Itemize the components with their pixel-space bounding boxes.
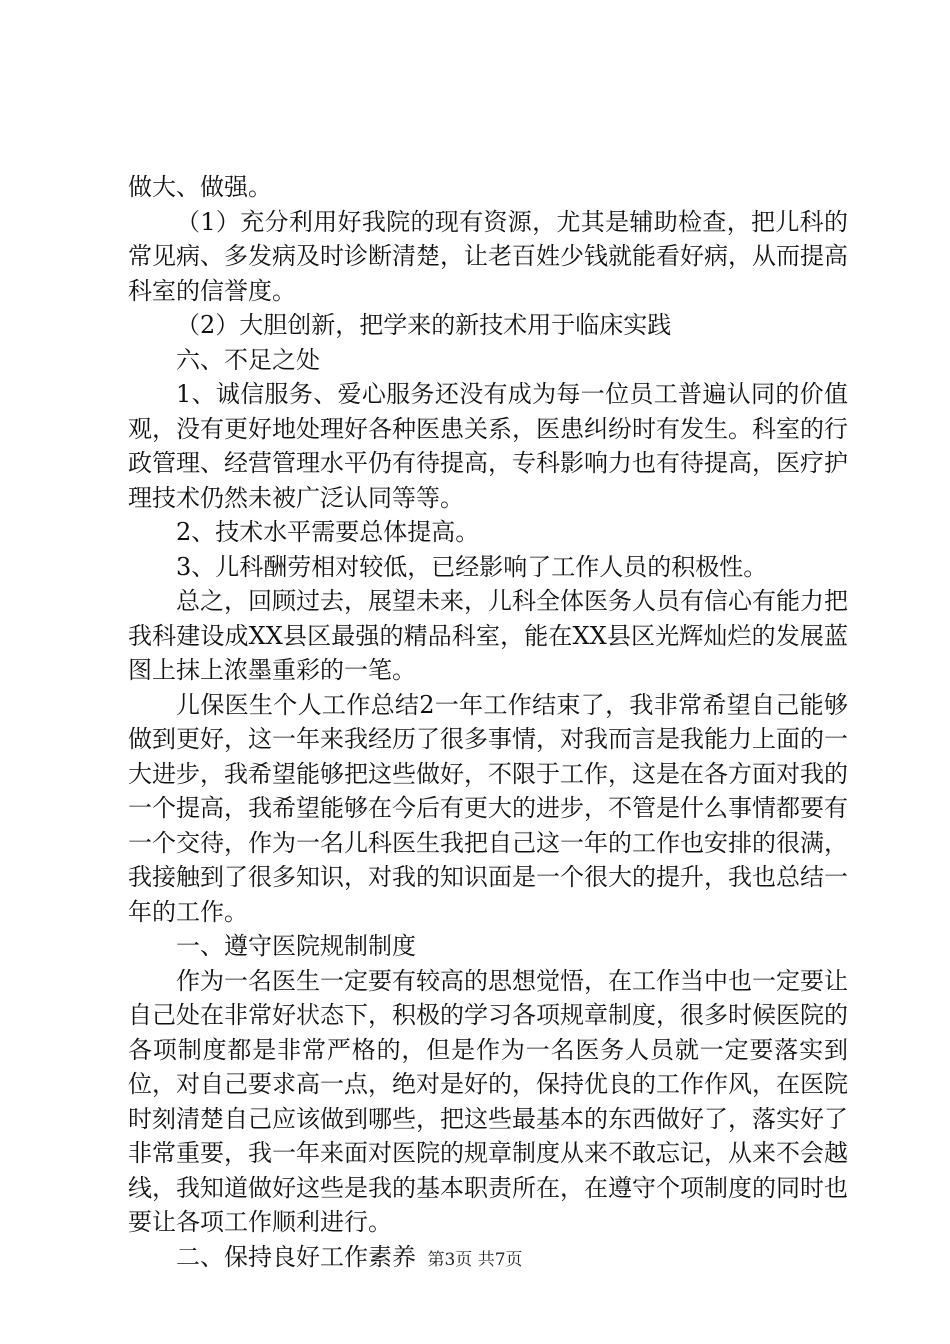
paragraph: 2、技术水平需要总体提高。 xyxy=(176,518,480,546)
paragraph: 一、遵守医院规制制度 xyxy=(176,932,416,960)
paragraph: 儿保医生个人工作总结2一年工作结束了，我非常希望自己能够做到更好，这一年来我经历了很多事情，对我而言是我能力上面的一大进步，我希望能够把这些做好，不限于工作，这是在各方面对我的一个提高，我希望能够在今后有更大的进步，不管是什么事情都要有一个交待，作为一名儿科医生我把自己这一年的工作也安排的很满，我接触到了很多知识，对我的知识面是一个很大的提升，我也总结一年的工作。 xyxy=(128,690,848,926)
paragraph: 作为一名医生一定要有较高的思想觉悟，在工作当中也一定要让自己处在非常好状态下，积极的学习各项规章制度，很多时候医院的各项制度都是非常严格的，但是作为一名医务人员就一定要落实到位，对自己要求高一点，绝对是好的，保持优良的工作作风，在医院时刻清楚自己应该做到哪些，把这些最基本的东西做好了，落实好了非常重要，我一年来面对医院的规章制度从来不敢忘记，从来不会越线，我知道做好这些是我的基本职责所在，在遵守个项制度的同时也要让各项工作顺利进行。 xyxy=(128,966,848,1236)
paragraph: 做大、做强。 xyxy=(128,173,272,201)
page-footer: 第3页 共7页 xyxy=(427,1250,523,1270)
paragraph: 总之，回顾过去，展望未来，儿科全体医务人员有信心有能力把我科建设成XX县区最强的精品科室，能在XX县区光辉灿烂的发展蓝图上抹上浓墨重彩的一笔。 xyxy=(128,587,848,684)
paragraph: 1、诚信服务、爱心服务还没有成为每一位员工普遍认同的价值观，没有更好地处理好各种医患关系，医患纠纷时有发生。科室的行政管理、经营管理水平仍有待提高，专科影响力也有待提高，医疗护理技术仍然未被广泛认同等等。 xyxy=(128,380,848,512)
paragraph: （2）大胆创新，把学来的新技术用于临床实践 xyxy=(176,311,672,339)
paragraph: 二、保持良好工作素养 xyxy=(176,1242,416,1271)
paragraph: 3、儿科酬劳相对较低，已经影响了工作人员的积极性。 xyxy=(176,552,768,581)
paragraph: 六、不足之处 xyxy=(176,345,320,374)
paragraph: （1）充分利用好我院的现有资源，尤其是辅助检查，把儿科的常见病、多发病及时诊断清楚，让老百姓少钱就能看好病，从而提高科室的信誉度。 xyxy=(128,207,848,305)
document-body xyxy=(128,170,848,1274)
